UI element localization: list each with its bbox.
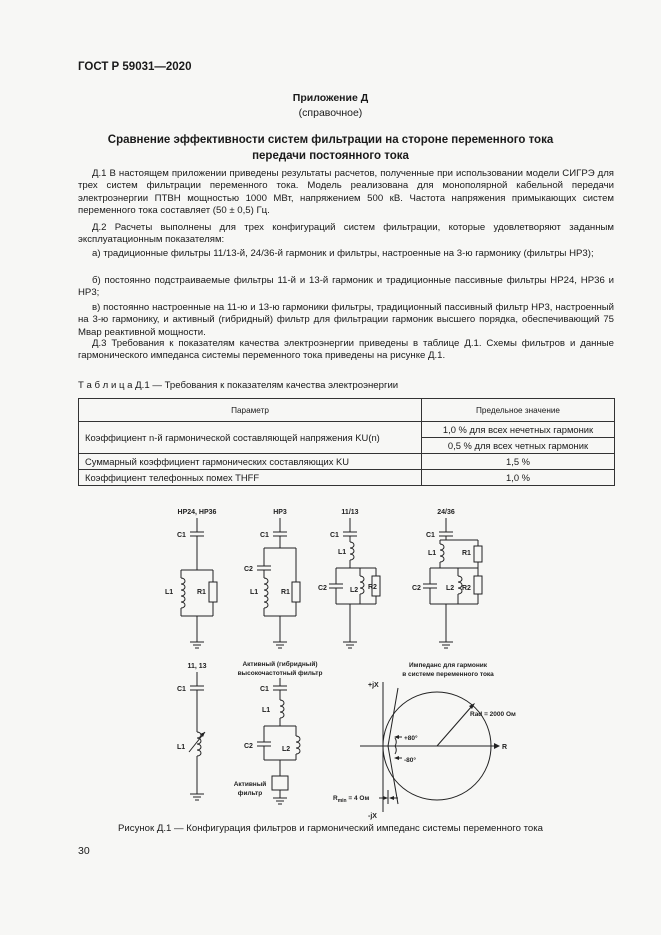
col-header-limit: Предельное значение <box>422 399 615 422</box>
rmin-label <box>333 795 369 804</box>
axis-label-r: R <box>502 744 508 751</box>
filter-11-13-tunable-diagram <box>177 663 207 800</box>
axis-label-neg-jx: -jX <box>368 813 377 820</box>
table-caption-prefix: Т а б л и ц а <box>78 380 133 391</box>
rmin-prefix: R <box>333 795 338 802</box>
cell-value: 1,0 % <box>422 470 615 486</box>
label-c1: C1 <box>330 532 339 539</box>
filter-hp24-hp36-diagram <box>165 509 217 648</box>
section-heading-line2: передачи постоянного тока <box>252 150 409 162</box>
paragraph-d1: Д.1 В настоящем приложении приведены результаты расчетов, полученные при использовании модели СИГРЭ для трех систем фильтрации переменного тока. Модель реализована для монополярной кабельной передачи электроэнергии ПТВН мощностью 1000 МВт, напряжением 500 кВ. Частота напряжения примыкающих систем переменного тока составляет (50 ± 0,5) Гц. <box>78 167 614 217</box>
table-row <box>79 454 615 470</box>
label-c2: C2 <box>244 566 253 573</box>
label-c1: C1 <box>177 686 186 693</box>
filter-11-13-diagram <box>318 509 380 648</box>
fig-title-active-1: Активный (гибридный) <box>242 661 318 668</box>
impedance-title-2: в системе переменного тока <box>402 671 494 678</box>
cell-param: Коэффициент n-й гармонической составляющей напряжения KU(n) <box>79 422 422 454</box>
label-c1: C1 <box>177 532 186 539</box>
label-l2: L2 <box>350 587 359 594</box>
active-filter-label-1: Активный <box>233 781 267 788</box>
label-l2: L2 <box>282 746 291 753</box>
label-c1: C1 <box>260 686 269 693</box>
label-l1: L1 <box>165 589 174 596</box>
label-l2: L2 <box>446 585 455 592</box>
fig-title-active-2: высокочастотный фильтр <box>237 670 323 677</box>
label-c2: C2 <box>412 585 421 592</box>
cell-value: 0,5 % для всех четных гармоник <box>422 438 615 454</box>
paragraph-d2b: б) постоянно подстраиваемые фильтры 11-й и 13-й гармоник и традиционные пассивные фильтры НР24, НР36 и НР3; <box>78 274 614 299</box>
filter-diagrams-figure <box>0 500 661 820</box>
label-l1: L1 <box>428 550 437 557</box>
label-l1: L1 <box>338 549 347 556</box>
table-caption <box>78 380 398 391</box>
figure-caption: Рисунок Д.1 — Конфигурация фильтров и гармонический импеданс системы переменного тока <box>118 823 543 834</box>
paragraph-d2a: а) традиционные фильтры 11/13-й, 24/36-й гармоник и фильтры, настроенные на 3-ю гармонику (фильтры НР3); <box>92 247 594 259</box>
radius-label: Rad = 2000 Ом <box>470 711 516 718</box>
label-c1: C1 <box>426 532 435 539</box>
fig-title-11-13: 11/13 <box>341 509 359 516</box>
paragraph-d2c: в) постоянно настроенные на 11-ю и 13-ю гармоники фильтры, традиционный пассивный фильтр НР3, настроенный на 3-ю гармонику, и активный (гибридный) фильтр для фильтрации гармоник высшего порядка, обеспечивающий 75 Мвар реактивной мощности. <box>78 301 614 338</box>
section-heading-line1: Сравнение эффективности систем фильтрации на стороне переменного тока <box>107 134 554 146</box>
section-heading <box>60 132 601 164</box>
angle-label-neg: -80° <box>404 757 416 764</box>
appendix-subtitle: (справочное) <box>298 107 363 119</box>
table-caption-text: Д.1 — Требования к показателям качества электроэнергии <box>135 380 399 391</box>
standard-header: ГОСТ Р 59031—2020 <box>78 61 192 73</box>
cell-param: Коэффициент телефонных помех THFF <box>79 470 422 486</box>
axis-label-pos-jx: +jX <box>368 682 379 689</box>
table-row <box>79 470 615 486</box>
table-row <box>79 422 615 438</box>
label-r1: R1 <box>462 550 471 557</box>
rmin-value: = 4 Ом <box>346 795 370 802</box>
fig-title-hp24-hp36: НР24, НР36 <box>177 509 217 516</box>
label-c2: C2 <box>318 585 327 592</box>
impedance-title-1: Импеданс для гармоник <box>408 662 488 669</box>
page-number: 30 <box>78 845 90 857</box>
requirements-table <box>78 398 615 486</box>
label-l1: L1 <box>177 744 186 751</box>
label-c2: C2 <box>244 743 253 750</box>
table-header-row <box>79 399 615 422</box>
paragraph-d3: Д.3 Требования к показателям качества электроэнергии приведены в таблице Д.1. Схемы фильтров и данные гармонического импеданса системы переменного тока приведены на рисунке Д.1. <box>78 337 614 362</box>
filter-hp3-diagram <box>244 509 300 648</box>
cell-param: Суммарный коэффициент гармонических составляющих KU <box>79 454 422 470</box>
fig-title-11-13-tunable: 11, 13 <box>187 663 207 670</box>
cell-value: 1,0 % для всех нечетных гармоник <box>422 422 615 438</box>
label-r1: R1 <box>197 589 206 596</box>
appendix-title: Приложение Д <box>292 92 369 104</box>
active-filter-label-2: фильтр <box>237 790 263 797</box>
cell-value: 1,5 % <box>422 454 615 470</box>
label-r2: R2 <box>462 585 471 592</box>
label-l1: L1 <box>262 707 271 714</box>
impedance-diagram <box>333 662 516 820</box>
filter-active-hybrid-diagram <box>234 660 323 804</box>
rmin-subscript: min <box>337 798 347 804</box>
fig-title-hp3: НР3 <box>273 509 287 516</box>
paragraph-d2: Д.2 Расчеты выполнены для трех конфигураций систем фильтрации, которые удовлетворяют заданным эксплуатационным показателям: <box>78 221 614 246</box>
fig-title-24-36: 24/36 <box>437 509 455 516</box>
label-r1: R1 <box>281 589 290 596</box>
filter-24-36-diagram <box>412 509 482 648</box>
label-r2: R2 <box>368 584 377 591</box>
angle-label-pos: +80° <box>404 735 418 742</box>
label-c1: C1 <box>260 532 269 539</box>
col-header-param: Параметр <box>79 399 422 422</box>
label-l1: L1 <box>250 589 259 596</box>
